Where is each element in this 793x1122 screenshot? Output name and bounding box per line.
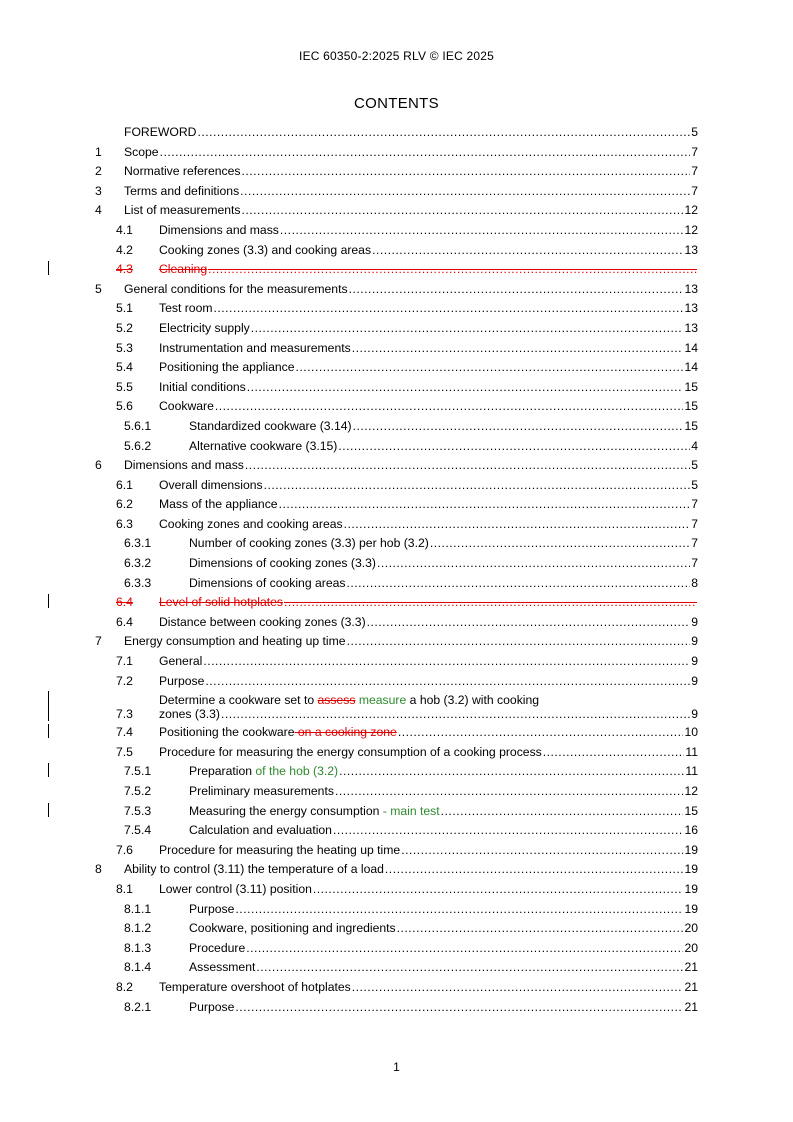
toc-entry-title: Test room [159, 301, 213, 316]
toc-entry-title: Normative references [124, 164, 241, 179]
toc-entry-number: 5.6.2 [124, 438, 152, 453]
toc-entry-number: 8.1.4 [124, 960, 152, 975]
dot-leader [367, 615, 691, 629]
toc-entry-page: 9 [691, 614, 698, 629]
toc-entry-number: 5.4 [116, 360, 133, 375]
toc-entry-title: Terms and definitions [124, 183, 240, 198]
dot-leader [344, 517, 691, 531]
dot-leader [284, 595, 697, 609]
toc-entry-number: 5.1 [116, 301, 133, 316]
toc-entry-page: 5 [691, 477, 698, 492]
toc-entry[interactable] [95, 478, 698, 492]
toc-entry-number: 7.4 [116, 725, 133, 740]
toc-entry-page: 13 [684, 281, 698, 296]
toc-entry-title: zones (3.3) [159, 707, 220, 722]
toc-entry-number: 8.1.2 [124, 921, 152, 936]
toc-entry[interactable] [95, 556, 698, 570]
dot-leader [246, 941, 683, 955]
toc-entry-title: Positioning the cookware [159, 725, 295, 740]
toc-entry-number: 5.6 [116, 399, 133, 414]
toc-entry[interactable] [95, 439, 698, 453]
dot-leader [214, 301, 684, 315]
dot-leader [251, 321, 684, 335]
toc-entry-page: 8 [691, 575, 698, 590]
deleted-text: on a cooking zone [294, 725, 397, 740]
toc-entry-title: Energy consumption and heating up time [124, 634, 346, 649]
toc-entry-number: 8 [95, 862, 102, 877]
toc-entry-title: FOREWORD [124, 125, 197, 139]
toc-entry-title: Ability to control (3.11) the temperature of a load [124, 862, 384, 877]
dot-leader [377, 556, 690, 570]
toc-entry[interactable] [95, 941, 698, 955]
toc-entry[interactable] [95, 282, 698, 296]
toc-entry[interactable] [95, 725, 698, 739]
toc-entry-number: 7.2 [116, 673, 133, 688]
dot-leader [347, 634, 691, 648]
toc-entry-number: 6.3.3 [124, 575, 152, 590]
toc-entry-title: Initial conditions [159, 379, 246, 394]
dot-leader [352, 980, 684, 994]
dot-leader [385, 862, 684, 876]
toc-entry-number: 5.6.1 [124, 418, 152, 433]
toc-entry-number: 6.4 [116, 614, 133, 629]
toc-entry-number: 4.1 [116, 222, 133, 237]
toc-entry[interactable] [95, 321, 698, 335]
toc-entry[interactable] [95, 960, 698, 974]
dot-leader [242, 164, 691, 178]
toc-entry[interactable] [95, 145, 698, 159]
toc-entry-number: 2 [95, 164, 102, 179]
toc-entry-page: 15 [684, 399, 698, 414]
toc-entry-number: 7.5.1 [124, 764, 152, 779]
toc-entry-title: Purpose [159, 673, 205, 688]
toc-entry-title: Measuring the energy consumption [189, 803, 380, 818]
dot-leader [264, 478, 691, 492]
toc-entry-page: 15 [684, 803, 698, 818]
toc-entry-page: 4 [691, 438, 698, 453]
toc-entry[interactable] [95, 203, 698, 217]
inserted-text: - main test [379, 803, 440, 818]
toc-entry-title: Cleaning [159, 262, 208, 277]
toc-entry-page: 13 [684, 242, 698, 257]
toc-entry-title: Purpose [189, 999, 235, 1014]
toc-entry-page: 19 [684, 862, 698, 877]
toc-entry-title: Positioning the appliance [159, 360, 295, 375]
toc-entry-title: General conditions for the measurements [124, 281, 348, 296]
toc-entry[interactable] [95, 184, 698, 198]
toc-entry[interactable] [95, 380, 698, 394]
toc-entry-page: 7 [691, 536, 698, 551]
toc-entry-number: 8.1.1 [124, 901, 152, 916]
toc-entry-number: 4.2 [116, 242, 133, 257]
toc-entry[interactable] [95, 223, 698, 237]
toc-entry-title: Dimensions and mass [124, 458, 244, 473]
dot-leader [313, 882, 684, 896]
toc-entry-page: 11 [685, 744, 698, 759]
dot-leader [372, 243, 683, 257]
toc-entry-page: 7 [691, 164, 698, 179]
dot-leader [208, 262, 697, 276]
toc-entry[interactable] [95, 784, 698, 798]
toc-entry[interactable] [95, 843, 698, 857]
toc-entry[interactable] [95, 654, 698, 668]
toc-entry[interactable] [95, 921, 698, 935]
dot-leader [215, 399, 684, 413]
toc-entry[interactable] [95, 980, 698, 994]
dot-leader [160, 145, 691, 159]
toc-entry-number: 7.5.3 [124, 803, 152, 818]
toc-entry[interactable] [95, 360, 698, 374]
toc-entry-page: 19 [684, 881, 698, 896]
toc-entry-title: Distance between cooking zones (3.3) [159, 614, 366, 629]
toc-entry[interactable] [95, 804, 698, 818]
toc-entry-page: 16 [684, 823, 698, 838]
toc-entry-number: 4.3 [116, 262, 133, 277]
toc-entry-title: Preparation [189, 764, 256, 779]
toc-entry-title: Purpose [189, 901, 235, 916]
dot-leader [245, 458, 690, 472]
document-header: IEC 60350-2:2025 RLV © IEC 2025 [299, 49, 494, 63]
toc-entry-title: Determine a cookware set to [159, 693, 318, 708]
dot-leader [397, 921, 684, 935]
toc-entry-page: 19 [684, 901, 698, 916]
dot-leader [240, 184, 690, 198]
inserted-text: measure [358, 693, 407, 708]
toc-entry-page: 13 [684, 320, 698, 335]
toc-entry-title: a hob (3.2) with cooking [406, 693, 540, 708]
toc-entry-page: 9 [691, 673, 698, 688]
toc-entry-number: 7 [95, 634, 102, 649]
toc-entry-title: Instrumentation and measurements [159, 340, 351, 355]
dot-leader [205, 674, 690, 688]
toc-entry-title: Cookware, positioning and ingredients [189, 921, 396, 936]
toc-entry-title: Dimensions of cooking zones (3.3) [189, 556, 376, 571]
dot-leader [247, 380, 684, 394]
toc-entry[interactable] [95, 341, 698, 355]
toc-entry-page: 11 [685, 764, 698, 779]
page-title: CONTENTS [354, 95, 439, 112]
toc-entry-page: 14 [684, 360, 698, 375]
toc-entry[interactable] [95, 674, 698, 688]
toc-entry[interactable] [95, 1000, 698, 1014]
toc-entry[interactable] [95, 536, 698, 550]
toc-entry-number: 8.1.3 [124, 940, 152, 955]
toc-entry-page: 20 [684, 921, 698, 936]
toc-entry[interactable] [95, 576, 698, 590]
toc-entry-title: Preliminary measurements [189, 784, 334, 798]
toc-entry-title: Procedure [189, 940, 246, 955]
toc-entry[interactable] [95, 458, 698, 472]
dot-leader [543, 745, 685, 759]
dot-leader [401, 843, 683, 857]
dot-leader [256, 960, 683, 974]
toc-entry-title: Calculation and evaluation [189, 823, 332, 838]
toc-entry-page: 5 [691, 125, 698, 139]
toc-entry[interactable] [95, 262, 698, 276]
toc-entry-title: Electricity supply [159, 320, 250, 335]
toc-entry-title: Assessment [189, 960, 256, 975]
toc-entry[interactable] [95, 615, 698, 629]
toc-entry[interactable] [95, 301, 698, 315]
toc-entry-title: General [159, 654, 203, 669]
dot-leader [296, 360, 684, 374]
dot-leader [280, 223, 684, 237]
dot-leader [347, 576, 691, 590]
toc-entry[interactable] [95, 823, 698, 837]
toc-entry-page: 7 [691, 144, 698, 159]
toc-entry-page: 5 [691, 458, 698, 473]
dot-leader [398, 725, 684, 739]
toc-entry-page: 15 [684, 379, 698, 394]
toc-entry-number: 7.5.4 [124, 823, 152, 838]
toc-entry[interactable] [95, 419, 698, 433]
toc-entry-page: 21 [684, 979, 698, 994]
toc-entry-title: Cookware [159, 399, 214, 414]
toc-entry-number: 8.1 [116, 881, 133, 896]
toc-entry-number: 8.2.1 [124, 999, 152, 1014]
toc-entry-title: Number of cooking zones (3.3) per hob (3.2) [189, 536, 429, 551]
deleted-text: assess [317, 693, 356, 708]
change-bar [48, 724, 49, 738]
toc-entry-number: 6.3.1 [124, 536, 152, 551]
toc-entry-page: 13 [684, 301, 698, 316]
toc-entry[interactable] [95, 882, 698, 896]
toc-entry[interactable] [95, 902, 698, 916]
toc-entry[interactable] [95, 862, 698, 876]
toc-entry-page: 12 [684, 222, 698, 237]
toc-entry-title: Level of solid hotplates [159, 595, 283, 610]
toc-entry-title: Overall dimensions [159, 477, 263, 492]
toc-entry-title: Cooking zones (3.3) and cooking areas [159, 242, 372, 257]
toc-entry-page: 7 [691, 183, 698, 198]
toc-entry-title: Dimensions and mass [159, 222, 279, 237]
toc-entry-page: 12 [684, 203, 698, 218]
change-bar [48, 803, 49, 817]
toc-entry-number: 6 [95, 458, 102, 473]
toc-entry-page: 9 [691, 634, 698, 649]
toc-entry-number: 5.2 [116, 320, 133, 335]
toc-entry[interactable] [95, 497, 698, 511]
dot-leader [430, 536, 690, 550]
toc-entry-page: 20 [684, 940, 698, 955]
change-bar [48, 691, 49, 721]
toc-entry-number: 7.1 [116, 654, 133, 669]
toc-entry-number: 7.5 [116, 744, 133, 759]
toc-entry-number: 6.3.2 [124, 556, 152, 571]
change-bar [48, 594, 49, 608]
toc-entry-page: 7 [691, 556, 698, 571]
toc-entry-number: 3 [95, 183, 102, 198]
toc-entry-page: 12 [684, 784, 698, 798]
toc-entry-number: 5 [95, 281, 102, 296]
dot-leader [242, 203, 684, 217]
toc-entry-page: 14 [684, 340, 698, 355]
toc-entry-title: Alternative cookware (3.15) [189, 438, 338, 453]
dot-leader [339, 764, 684, 778]
toc-entry-number: 5.5 [116, 379, 133, 394]
toc-entry[interactable] [95, 125, 698, 139]
toc-entry[interactable] [95, 745, 698, 759]
toc-entry-number: 6.4 [116, 595, 133, 610]
toc-entry-number: 6.3 [116, 516, 133, 531]
toc-entry-title: Standardized cookware (3.14) [189, 418, 352, 433]
toc-entry-title: List of measurements [124, 203, 241, 218]
toc-entry-number: 7.3 [116, 707, 133, 722]
toc-entry-number: 6.1 [116, 477, 133, 492]
toc-entry-title: Cooking zones and cooking areas [159, 516, 343, 531]
toc-entry-title: Procedure for measuring the heating up time [159, 842, 401, 857]
toc-entry[interactable] [95, 595, 698, 609]
dot-leader [235, 1000, 683, 1014]
inserted-text: of the hob (3.2) [255, 764, 339, 779]
toc-entry-page: 10 [684, 725, 698, 740]
toc-entry-number: 5.3 [116, 340, 133, 355]
dot-leader [279, 497, 691, 511]
dot-leader [221, 707, 690, 721]
toc-entry[interactable] [95, 399, 698, 413]
table-of-contents [95, 125, 698, 1019]
toc-entry-title: Lower control (3.11) position [159, 881, 312, 896]
toc-entry[interactable] [95, 764, 698, 778]
toc-entry-number: 7.6 [116, 842, 133, 857]
toc-entry[interactable] [95, 243, 698, 257]
toc-entry-page: 9 [691, 707, 698, 722]
dot-leader [338, 439, 690, 453]
toc-entry[interactable] [95, 634, 698, 648]
toc-entry[interactable] [95, 693, 698, 721]
toc-entry-title: Temperature overshoot of hotplates [159, 979, 351, 994]
toc-entry-title: Dimensions of cooking areas [189, 575, 346, 590]
dot-leader [349, 282, 684, 296]
toc-entry[interactable] [95, 517, 698, 531]
dot-leader [235, 902, 683, 916]
toc-entry-number: 6.2 [116, 497, 133, 512]
toc-entry-title: Mass of the appliance [159, 497, 278, 512]
dot-leader [353, 419, 684, 433]
toc-entry[interactable] [95, 164, 698, 178]
dot-leader [441, 804, 684, 818]
toc-entry-number: 7.5.2 [124, 784, 152, 798]
toc-entry-number: 1 [95, 144, 102, 159]
toc-entry-title: Procedure for measuring the energy consumption of a cooking process [159, 744, 542, 759]
dot-leader [352, 341, 684, 355]
change-bar [48, 763, 49, 777]
dot-leader [197, 125, 690, 139]
toc-entry-number: 8.2 [116, 979, 133, 994]
dot-leader [335, 784, 683, 798]
toc-entry-number: 4 [95, 203, 102, 218]
toc-entry-page: 9 [691, 654, 698, 669]
toc-entry-page: 21 [684, 960, 698, 975]
toc-entry-page: 15 [684, 418, 698, 433]
toc-entry-title: Scope [124, 144, 159, 159]
toc-entry-page: 7 [691, 497, 698, 512]
toc-entry-page: 19 [684, 842, 698, 857]
dot-leader [203, 654, 690, 668]
change-bar [48, 261, 49, 275]
dot-leader [333, 823, 683, 837]
toc-entry-page: 21 [684, 999, 698, 1014]
page-number: 1 [393, 1060, 400, 1074]
toc-entry-page: 7 [691, 516, 698, 531]
